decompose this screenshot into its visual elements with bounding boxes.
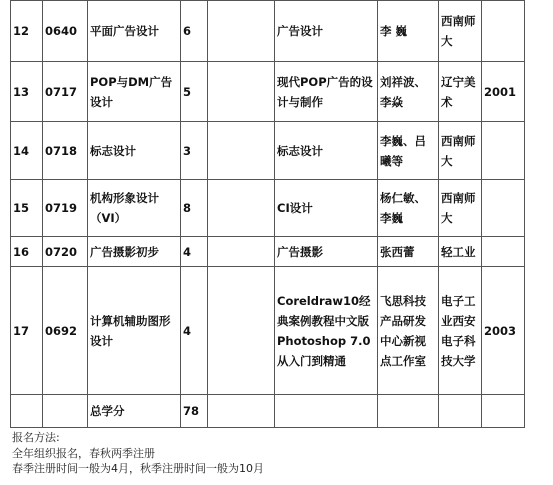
year-cell bbox=[481, 179, 524, 236]
textbook-text: 现代POP广告的设计与制作 bbox=[277, 74, 373, 109]
row-index-text: 15 bbox=[13, 201, 30, 215]
textbook-text: CI设计 bbox=[277, 201, 313, 215]
row-index-text: 13 bbox=[13, 84, 30, 99]
textbook-cell bbox=[274, 179, 377, 236]
course-name-cell bbox=[87, 121, 180, 179]
course-name-cell bbox=[87, 179, 180, 236]
course-code-text: 0640 bbox=[45, 24, 78, 38]
year-cell bbox=[481, 394, 524, 427]
notes-line-1: 全年组织报名，春秋两季注册 bbox=[12, 446, 155, 460]
course-code-text: 0692 bbox=[45, 323, 78, 338]
blank-cell bbox=[207, 236, 274, 266]
publisher-text: 西南师大 bbox=[441, 133, 476, 168]
credits-cell bbox=[180, 266, 207, 394]
blank-cell bbox=[207, 266, 274, 394]
publisher-text: 西南师大 bbox=[441, 191, 476, 225]
author-cell bbox=[377, 236, 438, 266]
credits-text: 8 bbox=[183, 201, 192, 215]
course-table bbox=[10, 0, 525, 428]
textbook-cell bbox=[274, 394, 377, 427]
credits-text: 4 bbox=[183, 323, 192, 338]
textbook-text: Coreldraw10经典案例教程中文版Photoshop 7.0从入门到精通 bbox=[277, 293, 371, 368]
course-code-cell bbox=[42, 121, 87, 179]
author-text: 李 巍 bbox=[380, 24, 408, 38]
publisher-text: 辽宁美术 bbox=[441, 74, 476, 109]
publisher-text: 电子工业西安电子科技大学 bbox=[441, 293, 476, 368]
course-code-cell bbox=[42, 179, 87, 236]
year-cell bbox=[481, 236, 524, 266]
author-text: 张西蕾 bbox=[380, 244, 415, 259]
credits-text: 78 bbox=[183, 404, 200, 418]
year-cell bbox=[481, 0, 524, 61]
row-index-cell bbox=[10, 179, 42, 236]
publisher-cell bbox=[438, 61, 481, 121]
course-name-text: 平面广告设计 bbox=[90, 24, 159, 38]
credits-text: 3 bbox=[183, 143, 192, 158]
author-cell bbox=[377, 394, 438, 427]
year-cell bbox=[481, 61, 524, 121]
row-index-text: 12 bbox=[13, 24, 30, 38]
credits-cell bbox=[180, 236, 207, 266]
course-name-cell bbox=[87, 394, 180, 427]
textbook-cell bbox=[274, 121, 377, 179]
course-name-text: 机构形象设计（VI） bbox=[90, 191, 159, 225]
blank-cell bbox=[207, 179, 274, 236]
course-name-text: POP与DM广告设计 bbox=[90, 74, 173, 109]
row-index-cell bbox=[10, 121, 42, 179]
row-index-cell bbox=[10, 394, 42, 427]
textbook-cell bbox=[274, 0, 377, 61]
credits-text: 6 bbox=[183, 24, 192, 38]
credits-cell bbox=[180, 61, 207, 121]
notes-heading: 报名方法: bbox=[12, 431, 60, 444]
year-text: 2001 bbox=[484, 84, 517, 99]
year-cell bbox=[481, 266, 524, 394]
credits-text: 4 bbox=[183, 244, 192, 259]
notes-line-2: 春季注册时间一般为4月，秋季注册时间一般为10月 bbox=[12, 462, 264, 475]
publisher-text: 西南师大 bbox=[441, 14, 476, 48]
course-name-text: 广告摄影初步 bbox=[90, 244, 159, 259]
textbook-text: 广告设计 bbox=[277, 24, 323, 38]
row-index-text: 16 bbox=[13, 244, 30, 259]
course-name-cell bbox=[87, 266, 180, 394]
credits-cell bbox=[180, 394, 207, 427]
credits-cell bbox=[180, 0, 207, 61]
course-name-cell bbox=[87, 61, 180, 121]
blank-cell bbox=[207, 0, 274, 61]
textbook-cell bbox=[274, 236, 377, 266]
author-cell bbox=[377, 0, 438, 61]
course-name-text: 标志设计 bbox=[90, 143, 136, 158]
course-code-text: 0718 bbox=[45, 143, 78, 158]
textbook-text: 广告摄影 bbox=[277, 244, 323, 259]
course-code-text: 0719 bbox=[45, 201, 78, 215]
author-cell bbox=[377, 179, 438, 236]
textbook-cell bbox=[274, 61, 377, 121]
year-text: 2003 bbox=[484, 323, 517, 338]
publisher-cell bbox=[438, 179, 481, 236]
credits-text: 5 bbox=[183, 84, 192, 99]
author-text: 李巍、吕曦等 bbox=[380, 133, 426, 168]
publisher-cell bbox=[438, 236, 481, 266]
publisher-cell bbox=[438, 266, 481, 394]
row-index-text: 17 bbox=[13, 323, 30, 338]
course-code-text: 0717 bbox=[45, 84, 78, 99]
blank-cell bbox=[207, 121, 274, 179]
author-text: 杨仁敏、李巍 bbox=[380, 191, 426, 225]
textbook-text: 标志设计 bbox=[277, 143, 323, 158]
course-code-cell bbox=[42, 61, 87, 121]
publisher-cell bbox=[438, 394, 481, 427]
author-text: 刘祥波、李焱 bbox=[380, 74, 426, 109]
blank-cell bbox=[207, 61, 274, 121]
year-cell bbox=[481, 121, 524, 179]
author-text: 飞思科技产品研发中心新视点工作室 bbox=[380, 293, 426, 368]
course-code-text: 0720 bbox=[45, 244, 78, 259]
registration-notes bbox=[12, 430, 264, 477]
row-index-text: 14 bbox=[13, 143, 30, 158]
course-code-cell bbox=[42, 266, 87, 394]
author-cell bbox=[377, 121, 438, 179]
publisher-text: 轻工业 bbox=[441, 244, 476, 259]
credits-cell bbox=[180, 179, 207, 236]
course-code-cell bbox=[42, 0, 87, 61]
publisher-cell bbox=[438, 0, 481, 61]
row-index-cell bbox=[10, 61, 42, 121]
course-name-text: 计算机辅助图形设计 bbox=[90, 313, 171, 348]
credits-cell bbox=[180, 121, 207, 179]
course-code-cell bbox=[42, 236, 87, 266]
row-index-cell bbox=[10, 0, 42, 61]
publisher-cell bbox=[438, 121, 481, 179]
row-index-cell bbox=[10, 236, 42, 266]
course-code-cell bbox=[42, 394, 87, 427]
blank-cell bbox=[207, 394, 274, 427]
textbook-cell bbox=[274, 266, 377, 394]
course-name-cell bbox=[87, 0, 180, 61]
author-cell bbox=[377, 61, 438, 121]
author-cell bbox=[377, 266, 438, 394]
course-name-cell bbox=[87, 236, 180, 266]
row-index-cell bbox=[10, 266, 42, 394]
course-name-text: 总学分 bbox=[90, 404, 125, 418]
